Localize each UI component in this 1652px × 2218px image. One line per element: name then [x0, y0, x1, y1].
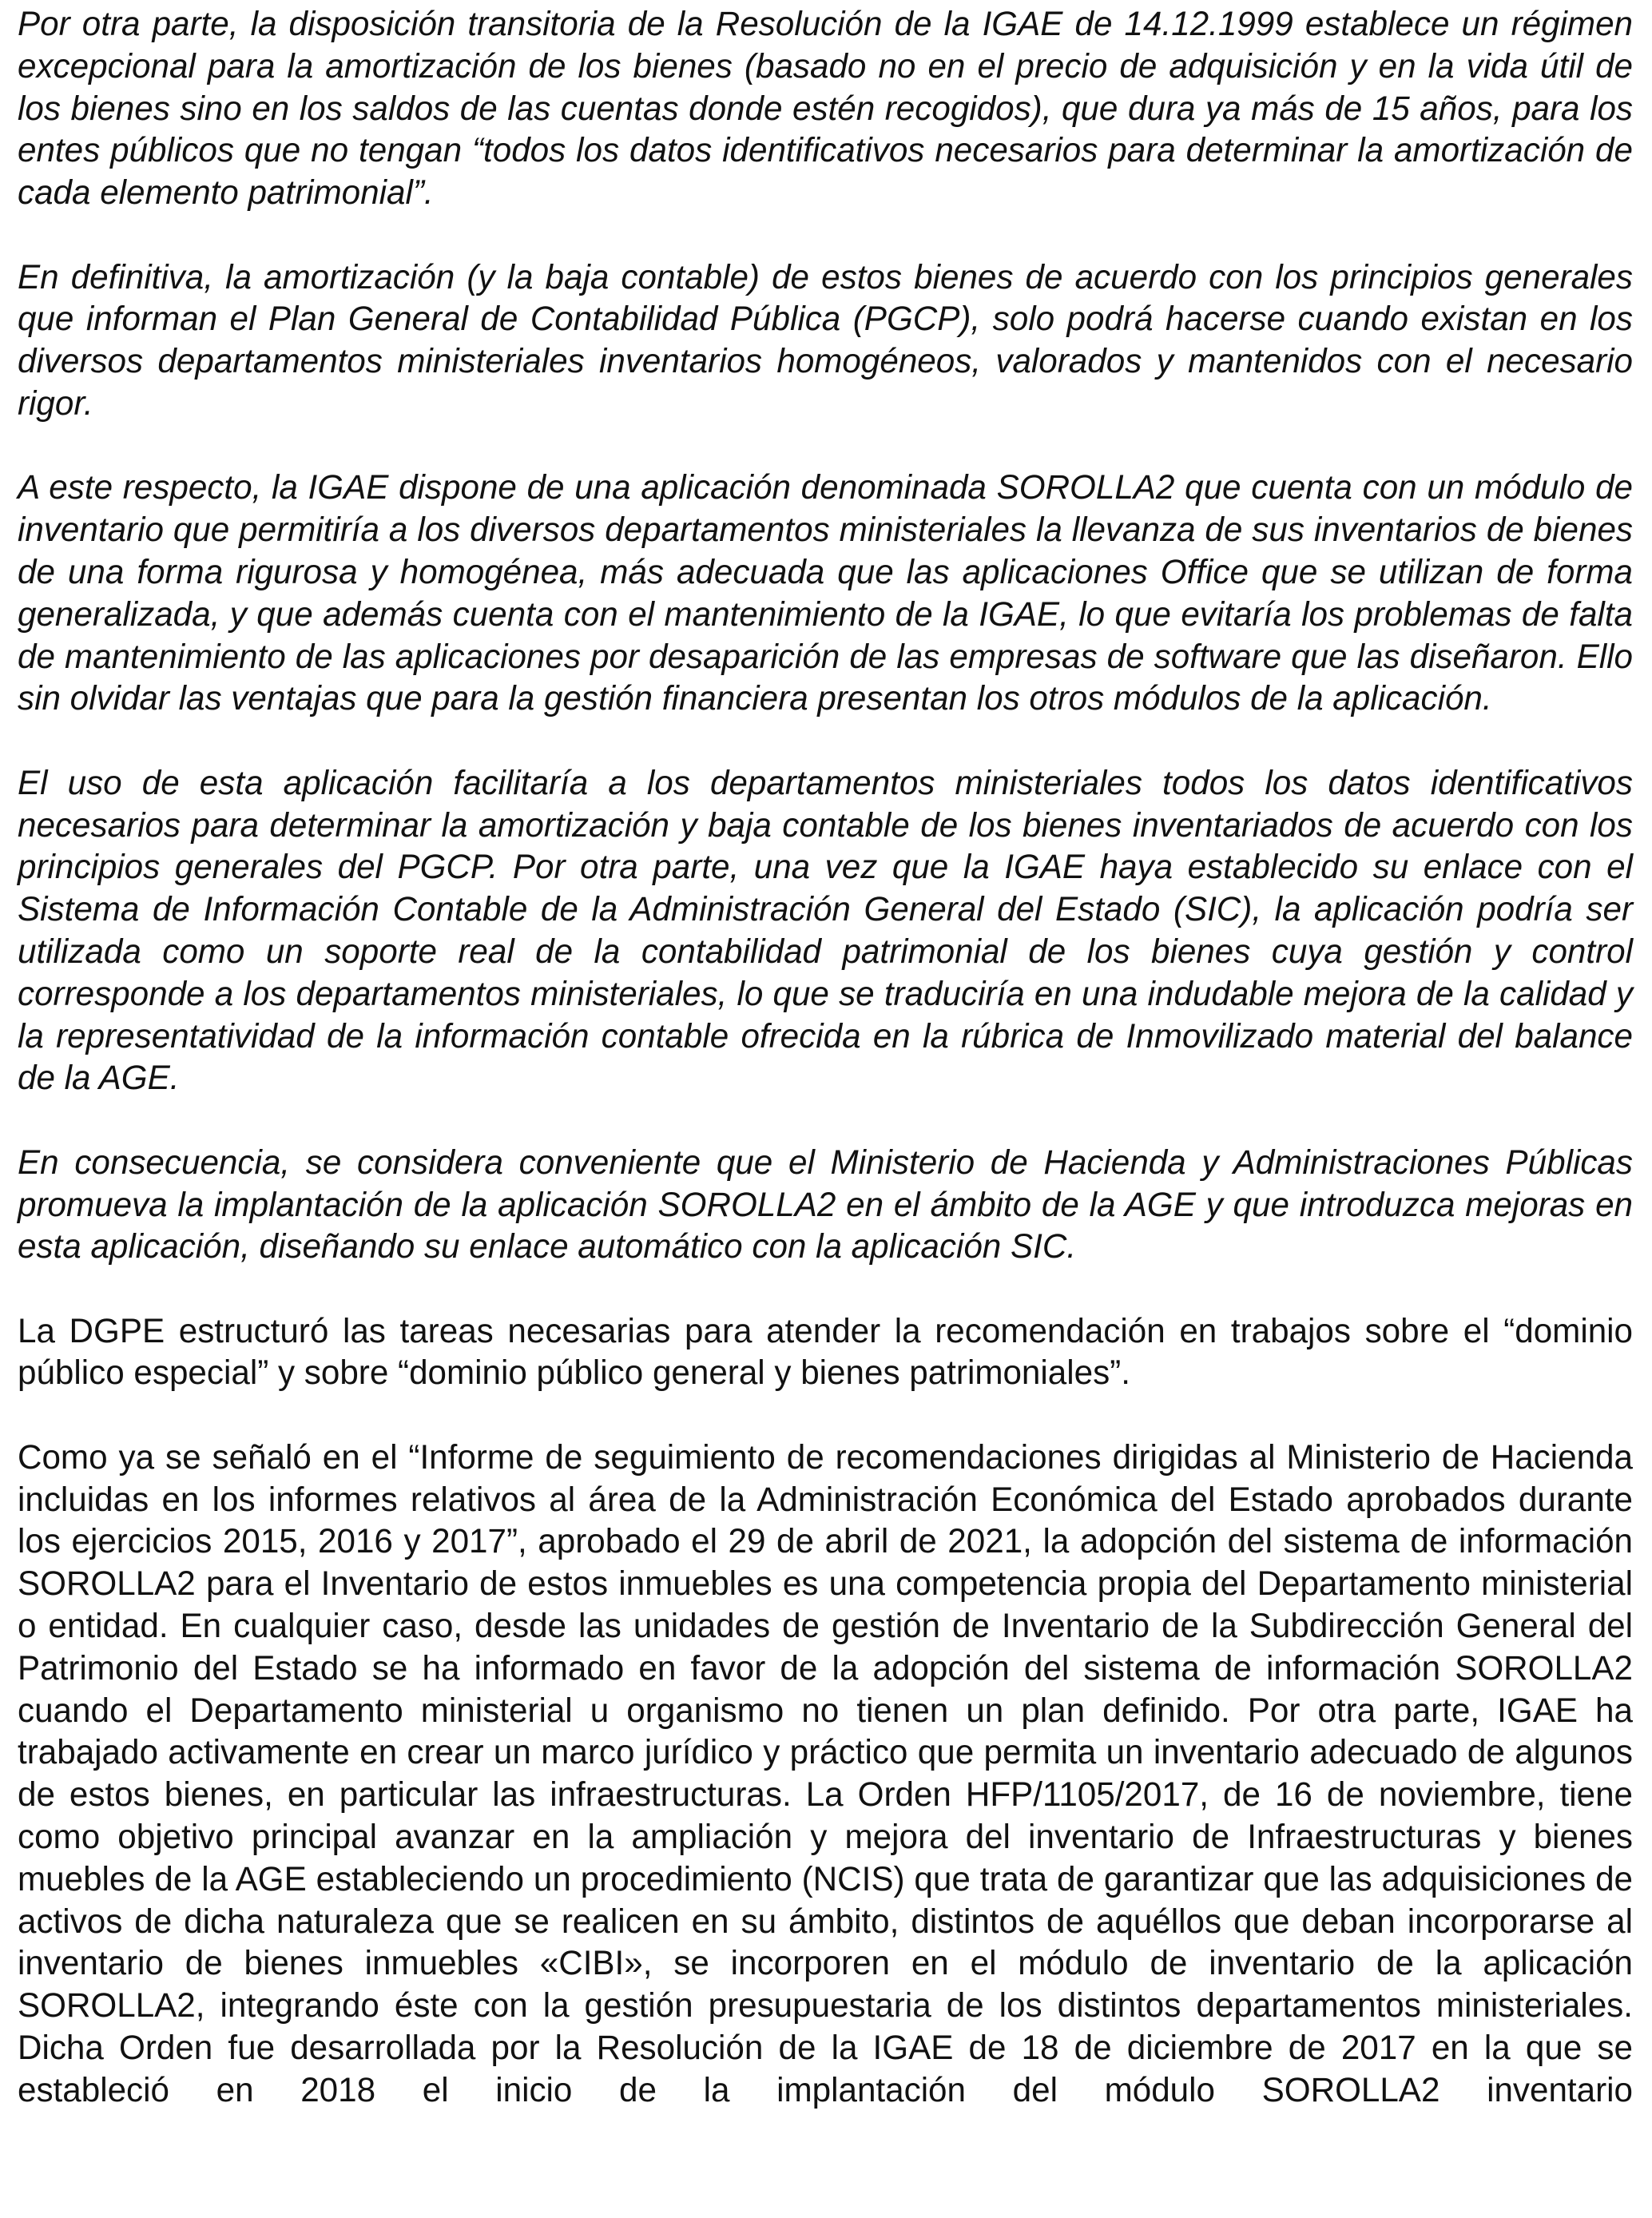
quoted-paragraph-sorolla2-modulo: A este respecto, la IGAE dispone de una aplicación denominada SOROLLA2 que cuenta con un módulo de inventario que permitiría a los diversos departamentos ministeriales la llevanza de sus inventarios de bienes de una forma rigurosa y homogénea, más adecuada que las aplicaciones Office que se utilizan de forma generalizada, y que además cuenta con el mantenimiento de la IGAE, lo que evitaría los problemas de falta de mantenimiento de las aplicaciones por desaparición de las empresas de software que las diseñaron. Ello sin olvidar las ventajas que para la gestión financiera presentan los otros módulos de la aplicación. — [18, 468, 1633, 717]
quoted-paragraph-recomendacion: En consecuencia, se considera conveniente que el Ministerio de Hacienda y Administraciones Públicas promueva la implantación de la aplicación SOROLLA2 en el ámbito de la AGE y que introduzca mejoras en esta aplicación, diseñando su enlace automático con la aplicación SIC. — [18, 1143, 1633, 1266]
paragraph-dgpe-tareas: La DGPE estructuró las tareas necesarias para atender la recomendación en trabajos sobre el “dominio público especial” y sobre “dominio público general y bienes patrimoniales”. — [18, 1311, 1633, 1392]
quoted-paragraph-amortizacion: En definitiva, la amortización (y la baja contable) de estos bienes de acuerdo con los principios generales que informan el Plan General de Contabilidad Pública (PGCP), solo podrá hacerse cuando existan en los diversos departamentos ministeriales inventarios homogéneos, valorados y mantenidos con el necesario rigor. — [18, 257, 1633, 422]
paragraph-seguimiento-recomendaciones: Como ya se señaló en el “Informe de seguimiento de recomendaciones dirigidas al Ministerio de Hacienda incluidas en los informes relativos al área de la Administración Económica del Estado aprobados durante los ejercicios 2015, 2016 y 2017”, aprobado el 29 de abril de 2021, la adopción del sistema de información SOROLLA2 para el Inventario de estos inmuebles es una competencia propia del Departamento ministerial o entidad. En cualquier caso, desde las unidades de gestión de Inventario de la Subdirección General del Patrimonio del Estado se ha informado en favor de la adopción del sistema de información SOROLLA2 cuando el Departamento ministerial u organismo no tienen un plan definido. Por otra parte, IGAE ha trabajado activamente en crear un marco jurídico y práctico que permita un inventario adecuado de algunos de estos bienes, en particular las infraestructuras. La Orden HFP/1105/2017, de 16 de noviembre, tiene como objetivo principal avanzar en la ampliación y mejora del inventario de Infraestructuras y bienes muebles de la AGE estableciendo un procedimiento (NCIS) que trata de garantizar que las adquisiciones de activos de dicha naturaleza que se realicen en su ámbito, distintos de aquéllos que deban incorporarse al inventario de bienes inmuebles «CIBI», se incorporen en el módulo de inventario de la aplicación SOROLLA2, integrando éste con la gestión presupuestaria de los distintos departamentos ministeriales. Dicha Orden fue desarrollada por la Resolución de la IGAE de 18 de diciembre de 2017 en la que se estableció en 2018 el inicio de la implantación del módulo SOROLLA2 inventario — [18, 1437, 1633, 2109]
document-page — [18, 3, 1633, 2112]
quoted-paragraph-uso-aplicacion: El uso de esta aplicación facilitaría a los departamentos ministeriales todos los datos identificativos necesarios para determinar la amortización y baja contable de los bienes inventariados de acuerdo con los principios generales del PGCP. Por otra parte, una vez que la IGAE haya establecido su enlace con el Sistema de Información Contable de la Administración General del Estado (SIC), la aplicación podría ser utilizada como un soporte real de la contabilidad patrimonial de los bienes cuya gestión y control corresponde a los departamentos ministeriales, lo que se traduciría en una indudable mejora de la calidad y la representatividad de la información contable ofrecida en la rúbrica de Inmovilizado material del balance de la AGE. — [18, 763, 1633, 1097]
quoted-paragraph-disposicion-transitoria: Por otra parte, la disposición transitoria de la Resolución de la IGAE de 14.12.1999 establece un régimen excepcional para la amortización de los bienes (basado no en el precio de adquisición y en la vida útil de los bienes sino en los saldos de las cuentas donde estén recogidos), que dura ya más de 15 años, para los entes públicos que no tengan “todos los datos identificativos necesarios para determinar la amortización de cada elemento patrimonial”. — [18, 5, 1633, 212]
